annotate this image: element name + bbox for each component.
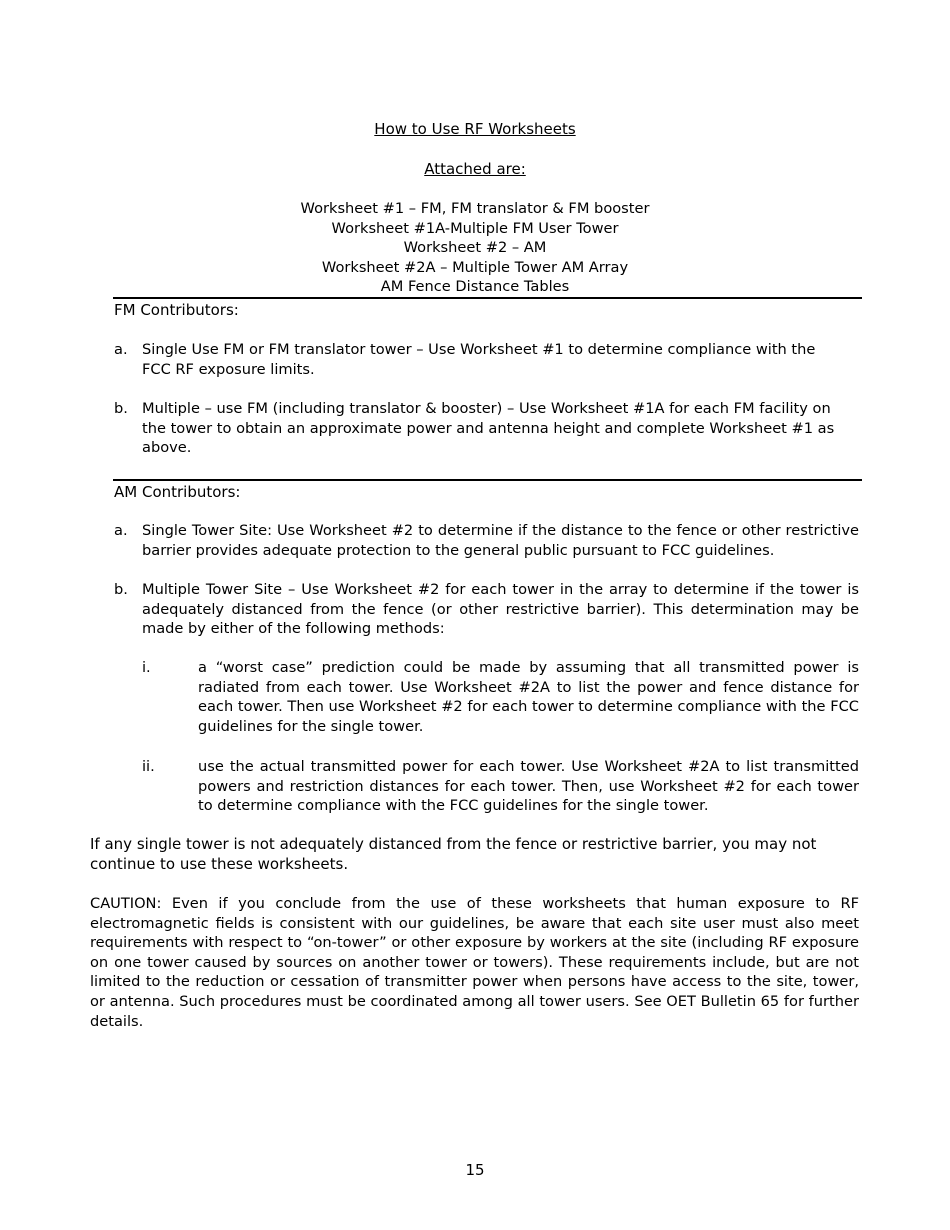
list-label: a.: [114, 341, 128, 358]
worksheet-item: Worksheet #2 – AM: [403, 239, 547, 257]
am-item-single-tower: Single Tower Site: Use Worksheet #2 to determine if the distance to the fence or other restrictive barrier provides adequate protection to the general public pursuant to FCC guidelines.: [142, 522, 859, 559]
am-subitem-worst-case: a “worst case” prediction could be made by assuming that all transmitted power is radiated from each tower. Use Worksheet #2A to list the power and fence distance for each tower. Then use Worksheet #2 for each tower to determine compliance with the FCC guidelines for the single tower.: [198, 659, 859, 735]
section-divider: [113, 479, 862, 481]
page-title: How to Use RF Worksheets: [374, 120, 576, 138]
list-label: b.: [114, 400, 128, 417]
worksheet-item: Worksheet #2A – Multiple Tower AM Array: [321, 258, 629, 276]
list-label: a.: [114, 522, 128, 539]
section-divider: [113, 297, 862, 299]
worksheet-list: [0, 199, 950, 297]
fm-item-single-use: Single Use FM or FM translator tower – Use Worksheet #1 to determine compliance with the FCC RF exposure limits.: [142, 341, 816, 378]
list-label: b.: [114, 581, 128, 598]
worksheet-item: Worksheet #1 – FM, FM translator & FM booster: [300, 200, 650, 217]
am-item-multiple-tower: Multiple Tower Site – Use Worksheet #2 for each tower in the array to determine if the tower is adequately distanced from the fence (or other restrictive barrier). This determination may be made by either of the following methods:: [142, 581, 859, 638]
am-section-heading: AM Contributors:: [114, 483, 241, 501]
worksheet-item: AM Fence Distance Tables: [380, 278, 570, 296]
attached-heading: Attached are:: [424, 160, 526, 178]
worksheet-item: Worksheet #1A-Multiple FM User Tower: [331, 219, 619, 237]
fm-section-heading: FM Contributors:: [114, 301, 239, 319]
caution-paragraph: CAUTION: Even if you conclude from the use of these worksheets that human exposure to RF electromagnetic fields is consistent with our guidelines, be aware that each site user must also meet requirements with respect to “on-tower” or other exposure by workers at the site (including RF exposure on one tower caused by sources on another tower or towers). These requirements include, but are not limited to the reduction or cessation of transmitter power when persons have access to the site, tower, or antenna. Such procedures must be coordinated among all tower users. See OET Bulletin 65 for further details.: [90, 895, 859, 1030]
fm-item-multiple: Multiple – use FM (including translator & booster) – Use Worksheet #1A for each FM facility on the tower to obtain an approximate power and antenna height and complete Worksheet #1 as above.: [142, 400, 835, 457]
list-label: ii.: [142, 758, 155, 775]
list-label: i.: [142, 659, 151, 676]
page-number: 15: [465, 1161, 485, 1179]
closing-paragraph: If any single tower is not adequately distanced from the fence or restrictive barrier, you may not continue to use these worksheets.: [90, 835, 817, 873]
am-subitem-actual-power: use the actual transmitted power for each tower. Use Worksheet #2A to list transmitted powers and restriction distances for each tower. Then, use Worksheet #2 for each tower to determine compliance with the FCC guidelines for the single tower.: [198, 758, 859, 815]
